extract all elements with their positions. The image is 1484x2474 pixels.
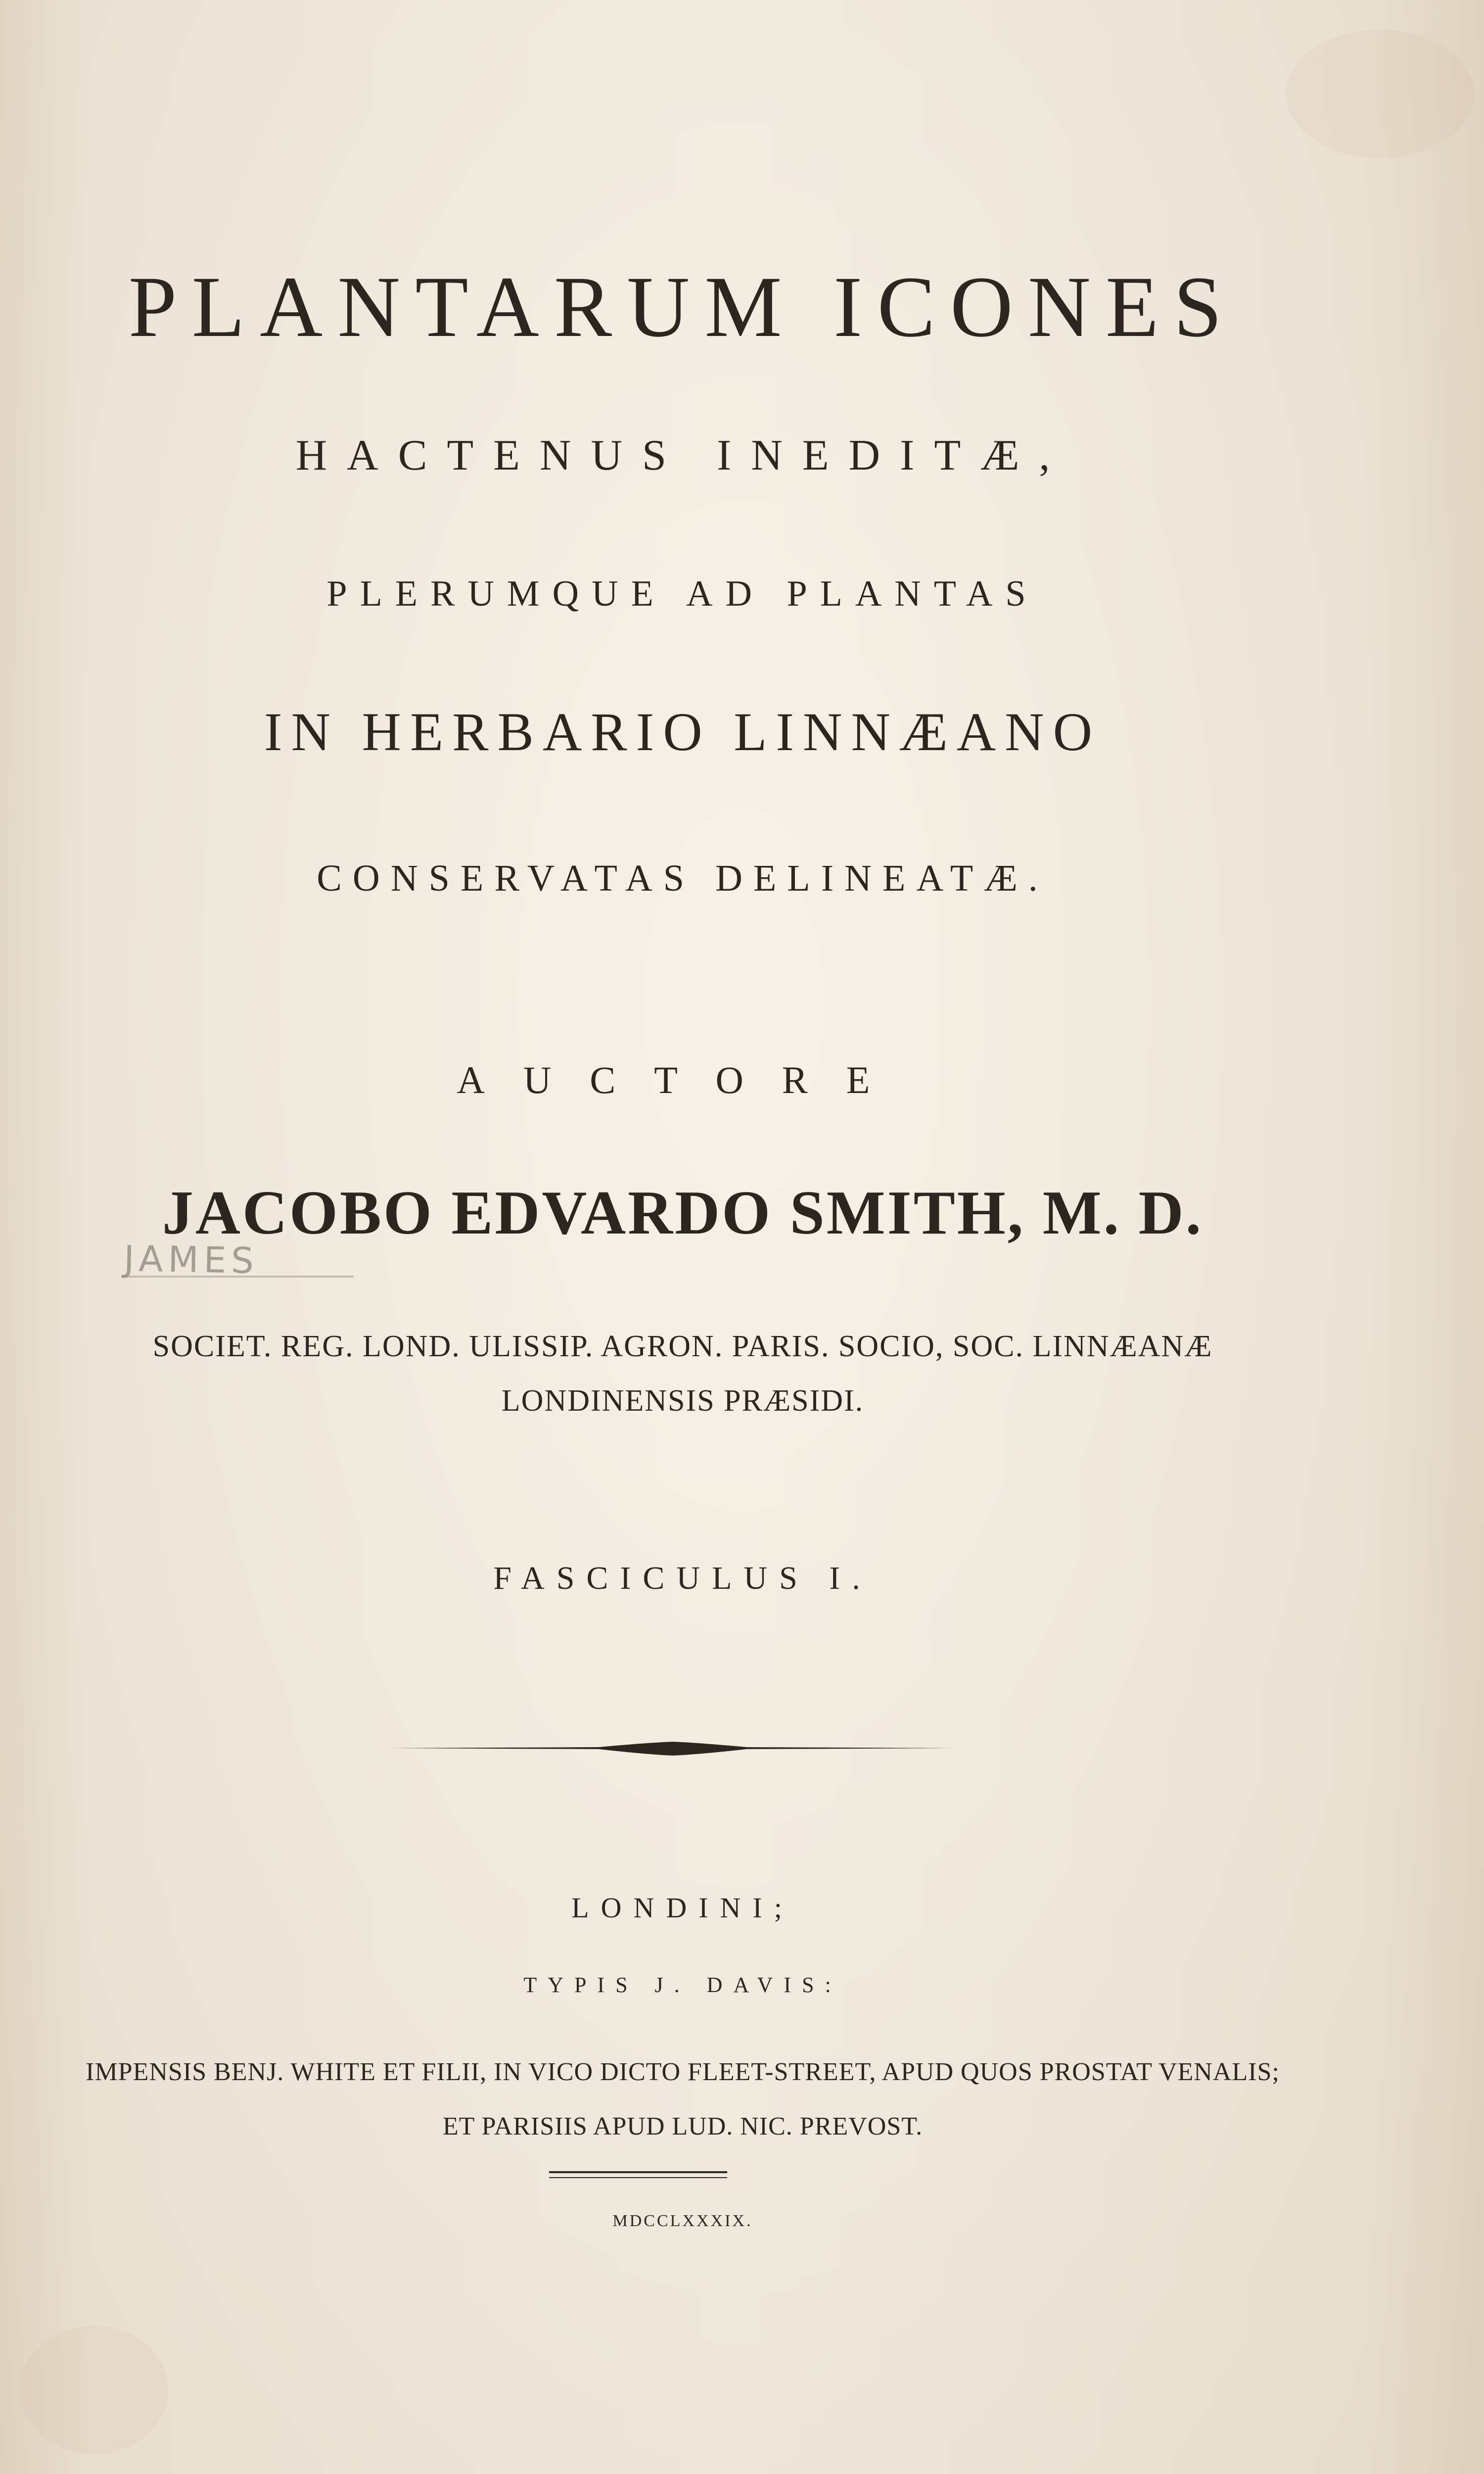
fasciculus-label: FASCICULUS I. (493, 1560, 872, 1596)
publication-date: MDCCLXXXIX. (612, 2212, 753, 2230)
place-of-publication: LONDINI; (571, 1892, 794, 1924)
double-rule (549, 2168, 727, 2183)
author-name: JACOBO EDVARDO SMITH, M. D. (162, 1179, 1204, 1247)
affiliation-line-1: SOCIET. REG. LOND. ULISSIP. AGRON. PARIS. SOCIO, SOC. LINNÆANÆ (152, 1330, 1213, 1363)
affiliation-line-2: LONDINENSIS PRÆSIDI. (501, 1384, 864, 1418)
ornamental-rule (391, 1736, 955, 1760)
subtitle-line-3: IN HERBARIO LINNÆANO (264, 702, 1102, 762)
imprint-line-1: IMPENSIS BENJ. WHITE ET FILII, IN VICO DICTO FLEET-STREET, APUD QUOS PROSTAT VENALIS; (86, 2058, 1280, 2086)
subtitle-line-2: PLERUMQUE AD PLANTAS (326, 573, 1039, 614)
imprint-line-2: ET PARISIIS APUD LUD. NIC. PREVOST. (442, 2112, 923, 2141)
subtitle-line-4: CONSERVATAS DELINEATÆ. (317, 857, 1049, 899)
pencil-annotation: JAMES (123, 1237, 259, 1282)
auctore-label: AUCTORE (457, 1058, 909, 1101)
book-title: PLANTARUM ICONES (128, 259, 1237, 355)
paper-stain (1286, 30, 1474, 158)
paper-stain (20, 2326, 168, 2454)
printer-line: TYPIS J. DAVIS: (523, 1973, 842, 1997)
subtitle-line-1: HACTENUS INEDITÆ, (295, 431, 1070, 479)
